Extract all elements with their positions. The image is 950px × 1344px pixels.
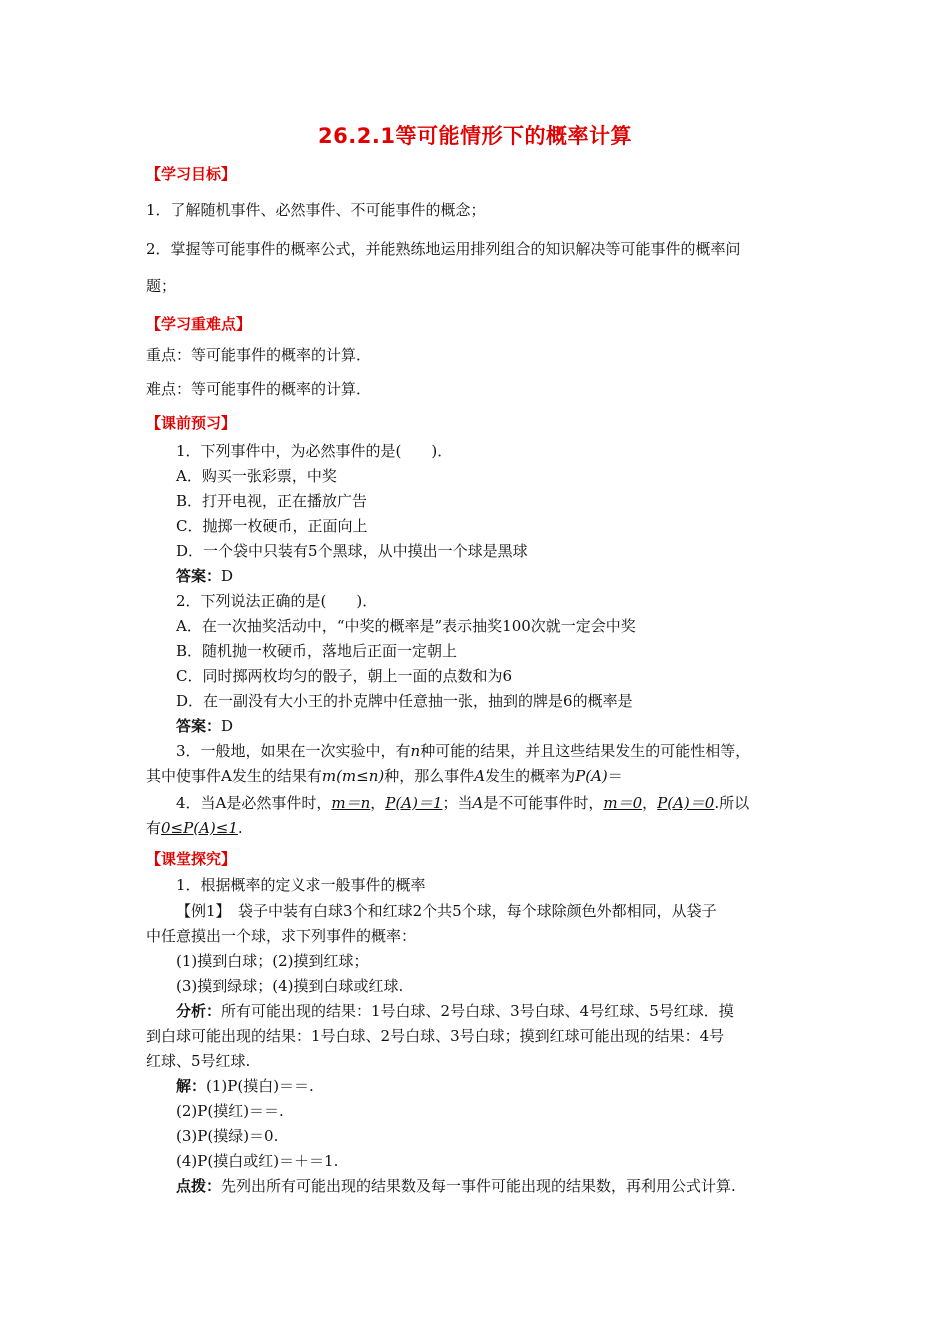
key-point: 重点：等可能事件的概率的计算． [146,346,372,364]
solution-line-2: (2)P(摸红)＝＝. [176,1102,284,1120]
option-a: A．购买一张彩票，中奖 [176,467,337,485]
analysis-line-2: 到白球可能出现的结果：1号白球、2号白球、3号白球；摸到红球可能出现的结果：4号 [146,1027,725,1045]
document-title: 26.2.1等可能情形下的概率计算 [318,124,632,148]
question-4-line-1: 4．当A是必然事件时，m＝n，P(A)＝1；当A是不可能事件时，m＝0，P(A)＝0.所以 [176,794,750,812]
section-heading-exploration: 【课堂探究】 [146,850,237,868]
option-a: A．在一次抽奖活动中，“中奖的概率是”表示抽奖100次就一定会中奖 [176,617,636,635]
difficult-point: 难点：等可能事件的概率的计算． [146,380,372,398]
section-heading-preview: 【课前预习】 [146,414,237,432]
objective-item: 1．了解随机事件、必然事件、不可能事件的概念； [146,201,486,219]
question-stem: 2．下列说法正确的是( )． [176,592,378,610]
example-1-question: (1)摸到白球；(2)摸到红球； [176,952,369,970]
example-1-line-2: 中任意摸出一个球，求下列事件的概率： [146,927,417,945]
subsection-title: 1．根据概率的定义求一般事件的概率 [176,876,426,894]
example-1-question: (3)摸到绿球；(4)摸到白球或红球. [176,977,404,995]
option-d: D．一个袋中只装有5个黑球，从中摸出一个球是黑球 [176,542,528,560]
option-b: B．随机抛一枚硬币，落地后正面一定朝上 [176,642,458,660]
question-4-line-2: 有0≤P(A)≤1. [146,819,243,837]
answer-label: 答案： [176,717,222,735]
analysis-line-3: 红球、5号红球. [146,1052,251,1070]
option-b: B．打开电视，正在播放广告 [176,492,368,510]
solution-line-3: (3)P(摸绿)＝0. [176,1127,279,1145]
analysis-label: 分析： [176,1002,222,1020]
question-3-line-1: 3．一般地，如果在一次实验中，有n种可能的结果，并且这些结果发生的可能性相等， [176,742,751,760]
answer-value: D [221,717,234,735]
option-c: C．抛掷一枚硬币，正面向上 [176,517,368,535]
objective-item: 题； [146,277,177,295]
option-d: D．在一副没有大小王的扑克牌中任意抽一张，抽到的牌是6的概率是 [176,692,633,710]
answer-line [176,717,233,735]
tip-line: 点拨：先列出所有可能出现的结果数及每一事件可能出现的结果数，再利用公式计算. [176,1177,736,1195]
solution-line-4: (4)P(摸白或红)＝＋＝1. [176,1152,339,1170]
analysis-line-1: 分析：所有可能出现的结果：1号白球、2号白球、3号白球、4号红球、5号红球．摸 [176,1002,734,1020]
option-c: C．同时掷两枚均匀的骰子，朝上一面的点数和为6 [176,667,513,685]
section-heading-key-points: 【学习重难点】 [146,315,252,333]
solution-label: 解： [176,1077,207,1095]
answer-line [176,567,233,585]
objective-item: 2．掌握等可能事件的概率公式，并能熟练地运用排列组合的知识解决等可能事件的概率问 [146,240,741,258]
question-3-line-2: 其中使事件A发生的结果有m(m≤n)种，那么事件A发生的概率为P(A)＝ [146,767,623,785]
example-1-line-1: 【例1】 袋子中装有白球3个和红球2个共5个球，每个球除颜色外都相同，从袋子 [176,902,717,920]
solution-line-1: 解：(1)P(摸白)＝＝. [176,1077,314,1095]
answer-label: 答案： [176,567,222,585]
question-stem: 1．下列事件中，为必然事件的是( )． [176,442,453,460]
answer-value: D [221,567,234,585]
section-heading-objectives: 【学习目标】 [146,165,237,183]
tip-label: 点拨： [176,1177,222,1195]
